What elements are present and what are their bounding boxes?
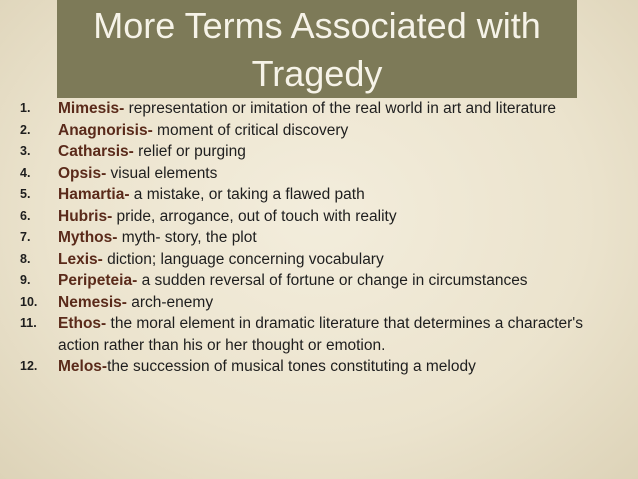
item-term: Mimesis-: [58, 100, 125, 117]
list-item: [0, 227, 630, 249]
item-number: 3.: [20, 144, 31, 158]
item-term: Ethos-: [58, 315, 107, 332]
item-definition: the moral element in dramatic literature that determines a character's action rather than his or her thought or emotion.: [58, 315, 584, 354]
item-number: 11.: [20, 316, 37, 330]
item-term: Catharsis-: [58, 143, 134, 160]
item-definition: myth- story, the plot: [117, 229, 257, 246]
item-term: Peripeteia-: [58, 272, 138, 289]
item-definition: a mistake, or taking a flawed path: [129, 186, 365, 203]
item-definition: diction; language concerning vocabulary: [102, 250, 384, 268]
item-term: Hamartia-: [58, 186, 130, 203]
item-definition: the succession of musical tones constituting a melody: [107, 358, 476, 375]
item-term: Mythos-: [58, 229, 118, 246]
item-term: Nemesis-: [58, 293, 127, 311]
item-number: 2.: [20, 122, 31, 137]
list-item: [0, 120, 630, 142]
list-item: [0, 206, 630, 228]
list-item: [0, 270, 630, 292]
terms-list: [0, 98, 630, 378]
item-definition: moment of critical discovery: [152, 121, 349, 139]
item-definition: relief or purging: [133, 143, 246, 160]
list-item: [0, 141, 630, 163]
list-item: [0, 249, 630, 271]
item-definition: visual elements: [106, 164, 218, 182]
item-number: 6.: [20, 208, 31, 223]
list-item: [0, 163, 630, 185]
list-item: [0, 292, 630, 314]
item-term: Melos-: [58, 358, 108, 375]
item-definition: pride, arrogance, out of touch with reality: [112, 207, 397, 225]
list-item: [0, 98, 630, 120]
item-definition: arch-enemy: [126, 293, 214, 311]
item-term: Hubris-: [58, 207, 113, 225]
item-definition: a sudden reversal of fortune or change in circumstances: [137, 272, 528, 289]
item-number: 7.: [20, 230, 31, 244]
list-item: [0, 313, 630, 356]
slide-title: More Terms Associated with Tragedy: [93, 5, 541, 94]
list-item: [0, 184, 630, 206]
item-term: Opsis-: [58, 164, 107, 182]
list-item: [0, 356, 630, 378]
item-definition: representation or imitation of the real world in art and literature: [124, 100, 556, 117]
item-number: 9.: [20, 273, 31, 287]
item-term: Lexis-: [58, 250, 103, 268]
item-number: 1.: [20, 101, 31, 115]
item-number: 8.: [20, 251, 31, 266]
item-number: 5.: [20, 187, 31, 201]
item-number: 4.: [20, 165, 31, 180]
item-term: Anagnorisis-: [58, 121, 153, 139]
item-number: 12.: [20, 359, 38, 373]
item-number: 10.: [20, 294, 38, 309]
